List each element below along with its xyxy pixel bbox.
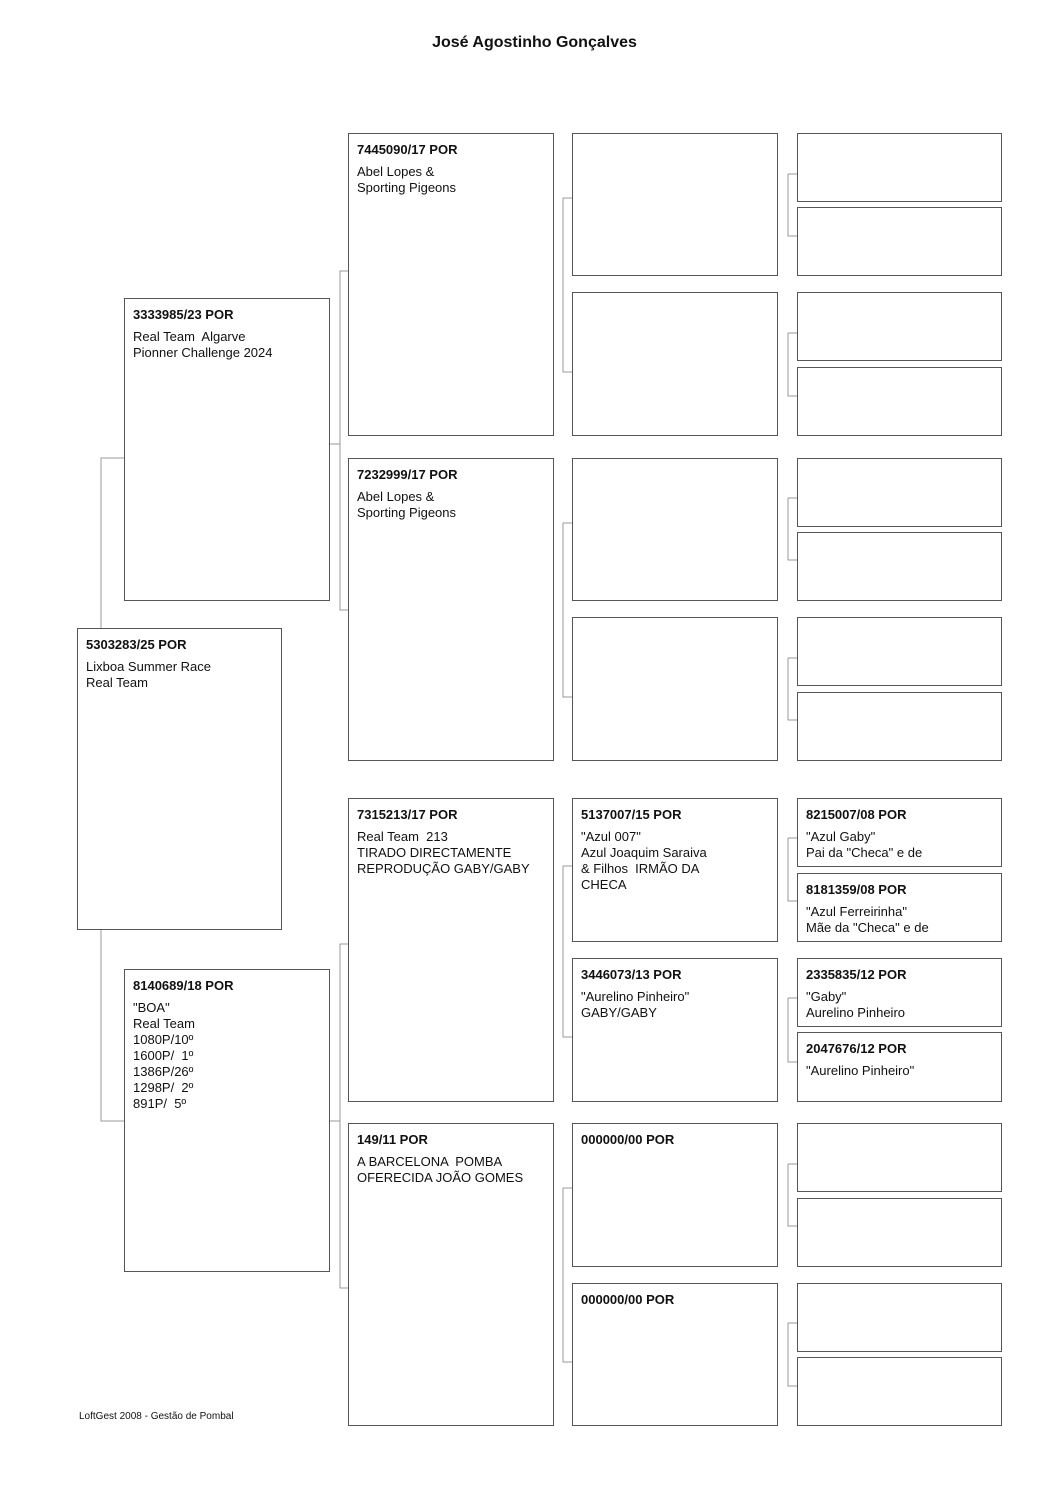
sire-dam-line: Abel Lopes & xyxy=(357,489,435,504)
sire-ring: 3333985/23 POR xyxy=(133,307,234,322)
sire-sire-line: Abel Lopes & xyxy=(357,164,435,179)
software-footer: LoftGest 2008 - Gestão de Pombal xyxy=(79,1411,234,1422)
dam-line: 1600P/ 1º xyxy=(133,1048,194,1063)
empty-ancestor-card xyxy=(572,617,778,761)
ancestor-ring: 2335835/12 POR xyxy=(806,967,907,982)
great-great-grandparent-card xyxy=(797,798,1002,867)
empty-ancestor-card xyxy=(797,207,1002,276)
empty-ancestor-card xyxy=(572,458,778,601)
ancestor-line: & Filhos IRMÃO DA xyxy=(581,861,700,876)
dam-card xyxy=(124,969,330,1272)
dam-line: 891P/ 5º xyxy=(133,1096,187,1111)
empty-ancestor-card xyxy=(797,292,1002,361)
sire-card xyxy=(124,298,330,601)
ancestor-line: Aurelino Pinheiro xyxy=(806,1005,906,1020)
empty-ancestor-card xyxy=(797,617,1002,686)
empty-ancestor-card xyxy=(572,133,778,276)
empty-ancestor-card xyxy=(572,292,778,436)
sire-line: Pionner Challenge 2024 xyxy=(133,345,273,360)
dam-line: "BOA" xyxy=(133,1000,170,1015)
empty-ancestor-card xyxy=(797,1123,1002,1192)
subject-line: Lixboa Summer Race xyxy=(86,659,211,674)
great-grandparent-card xyxy=(572,1283,778,1426)
dam-sire-ring: 7315213/17 POR xyxy=(357,807,458,822)
ancestor-line: Mãe da "Checa" e de xyxy=(806,920,929,935)
ancestor-ring: 8181359/08 POR xyxy=(806,882,907,897)
dam-dam-line: OFERECIDA JOÃO GOMES xyxy=(357,1170,524,1185)
great-grandparent-card xyxy=(572,958,778,1102)
subject-card xyxy=(77,628,282,930)
ancestor-line: "Azul Ferreirinha" xyxy=(806,904,907,919)
empty-ancestor-card xyxy=(797,1283,1002,1352)
sire-sire-ring: 7445090/17 POR xyxy=(357,142,458,157)
subject-line: Real Team xyxy=(86,675,148,690)
ancestor-line: Pai da "Checa" e de xyxy=(806,845,923,860)
ancestor-line: CHECA xyxy=(581,877,627,892)
ancestor-line: "Azul 007" xyxy=(581,829,641,844)
great-great-grandparent-card xyxy=(797,873,1002,942)
empty-ancestor-card xyxy=(797,1198,1002,1267)
pedigree-owner-title: José Agostinho Gonçalves xyxy=(432,34,637,51)
empty-ancestor-card xyxy=(797,1357,1002,1426)
ancestor-ring: 3446073/13 POR xyxy=(581,967,682,982)
great-great-grandparent-card xyxy=(797,958,1002,1027)
empty-ancestor-card xyxy=(797,692,1002,761)
dam-sire-line: TIRADO DIRECTAMENTE xyxy=(357,845,512,860)
ancestor-ring: 2047676/12 POR xyxy=(806,1041,907,1056)
empty-ancestor-card xyxy=(797,532,1002,601)
ancestor-line: Azul Joaquim Saraiva xyxy=(581,845,707,860)
sire-dam-card xyxy=(348,458,554,761)
dam-line: 1298P/ 2º xyxy=(133,1080,194,1095)
ancestor-line: "Gaby" xyxy=(806,989,847,1004)
subject-ring: 5303283/25 POR xyxy=(86,637,187,652)
empty-ancestor-card xyxy=(797,458,1002,527)
sire-sire-line: Sporting Pigeons xyxy=(357,180,457,195)
ancestor-ring: 000000/00 POR xyxy=(581,1292,675,1307)
dam-dam-ring: 149/11 POR xyxy=(357,1132,428,1147)
ancestor-line: "Aurelino Pinheiro" xyxy=(806,1063,915,1078)
dam-line: 1080P/10º xyxy=(133,1032,194,1047)
empty-ancestor-card xyxy=(797,133,1002,202)
sire-dam-ring: 7232999/17 POR xyxy=(357,467,458,482)
great-great-grandparent-card xyxy=(797,1032,1002,1102)
dam-dam-line: A BARCELONA POMBA xyxy=(357,1154,503,1169)
dam-sire-card xyxy=(348,798,554,1102)
dam-ring: 8140689/18 POR xyxy=(133,978,234,993)
great-grandparent-card xyxy=(572,1123,778,1267)
dam-line: 1386P/26º xyxy=(133,1064,194,1079)
ancestor-ring: 8215007/08 POR xyxy=(806,807,907,822)
ancestor-ring: 000000/00 POR xyxy=(581,1132,675,1147)
ancestor-line: "Azul Gaby" xyxy=(806,829,876,844)
great-grandparent-card xyxy=(572,798,778,942)
empty-ancestor-card xyxy=(797,367,1002,436)
sire-sire-card xyxy=(348,133,554,436)
ancestor-line: "Aurelino Pinheiro" xyxy=(581,989,690,1004)
ancestor-line: GABY/GABY xyxy=(581,1005,657,1020)
dam-sire-line: REPRODUÇÃO GABY/GABY xyxy=(357,861,530,876)
dam-sire-line: Real Team 213 xyxy=(357,829,448,844)
sire-dam-line: Sporting Pigeons xyxy=(357,505,457,520)
ancestor-ring: 5137007/15 POR xyxy=(581,807,682,822)
dam-dam-card xyxy=(348,1123,554,1426)
dam-line: Real Team xyxy=(133,1016,195,1031)
sire-line: Real Team Algarve xyxy=(133,329,246,344)
